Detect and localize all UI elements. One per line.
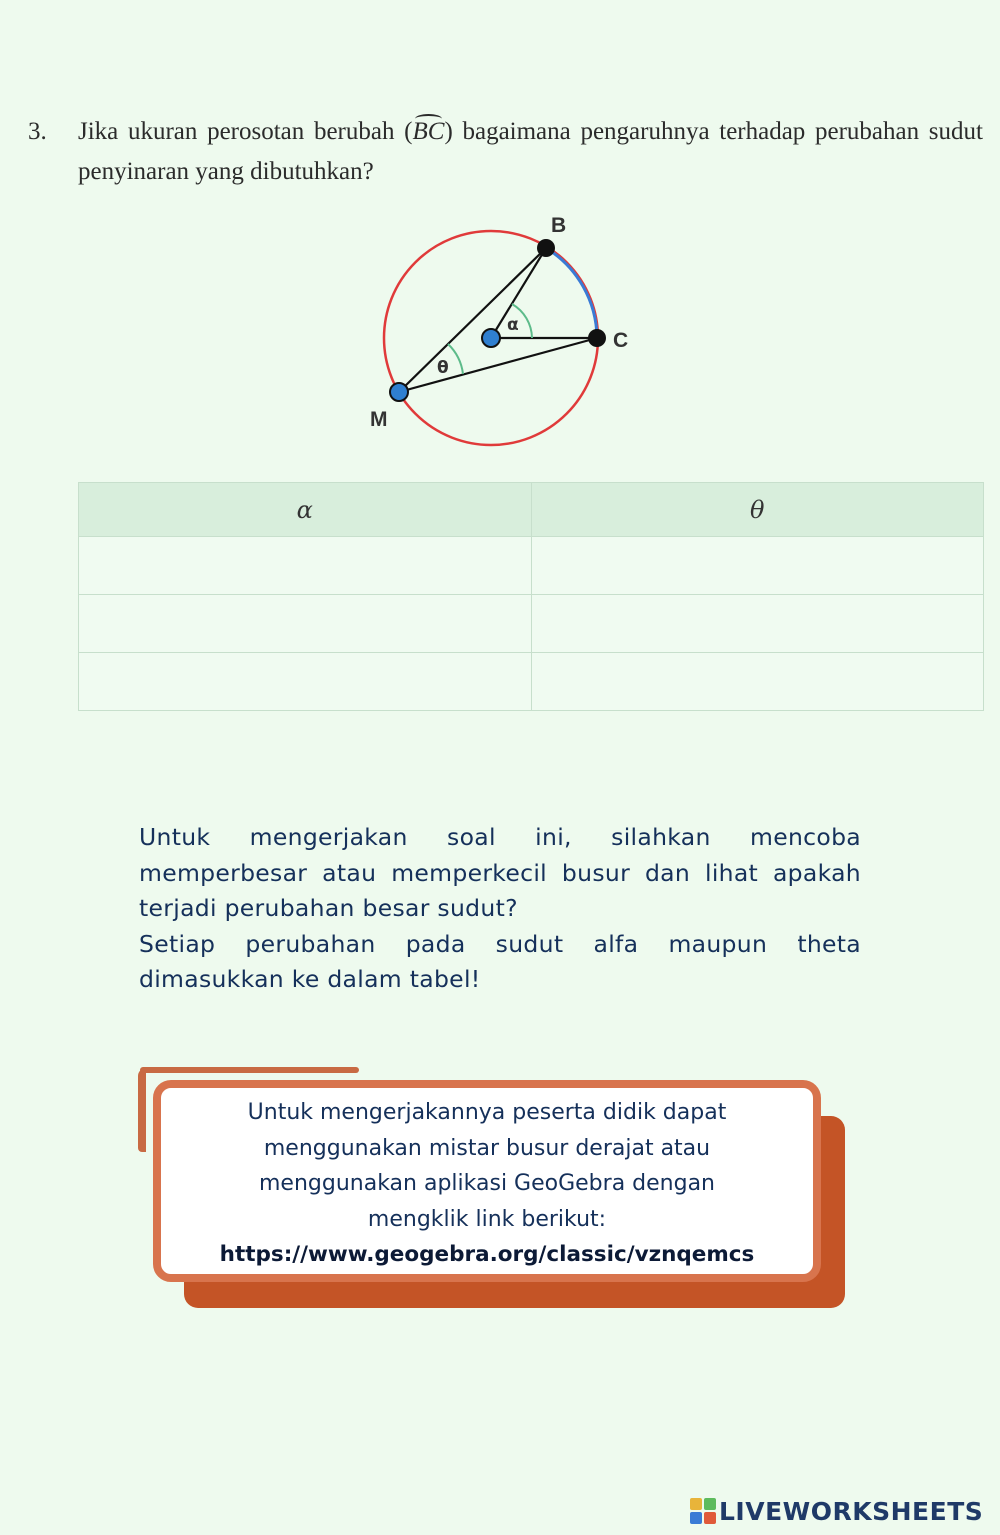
label-c: C: [613, 329, 629, 352]
note-box: [153, 1080, 821, 1282]
header-theta: θ: [531, 483, 984, 537]
table-cell: [79, 653, 532, 711]
logo-square: [704, 1512, 716, 1524]
line-mb: [399, 248, 546, 392]
note-frame-decoration: [140, 1067, 359, 1073]
point-m: [390, 383, 408, 401]
alpha-input[interactable]: [79, 537, 531, 594]
table-row: [79, 595, 984, 653]
table-cell: [531, 595, 984, 653]
label-theta: θ: [437, 358, 449, 378]
instructions-para-1: Untuk mengerjakan soal ini, silahkan mencoba memperbesar atau memperkecil busur dan lihat apakah terjadi perubahan besar sudut?: [139, 823, 861, 922]
logo-square: [704, 1498, 716, 1510]
alpha-input[interactable]: [79, 653, 531, 710]
theta-input[interactable]: [532, 537, 984, 594]
point-b: [537, 239, 555, 257]
alpha-input[interactable]: [79, 595, 531, 652]
point-center: [482, 329, 500, 347]
label-alpha: α: [507, 315, 519, 335]
table-cell: [531, 653, 984, 711]
theta-input[interactable]: [532, 595, 984, 652]
note-line: menggunakan aplikasi GeoGebra dengan: [259, 1171, 715, 1196]
note-line: Untuk mengerjakannya peserta didik dapat: [247, 1100, 727, 1125]
table-cell: [79, 595, 532, 653]
arc-bc-label: BC: [413, 112, 445, 152]
point-c: [588, 329, 606, 347]
question-text: Jika ukuran perosotan berubah (BC) bagaimana pengaruhnya terhadap perubahan sudut penyinaran yang dibutuhkan?: [78, 112, 983, 192]
circle-diagram: [340, 200, 660, 460]
theta-input[interactable]: [532, 653, 984, 710]
question-number: 3.: [28, 118, 47, 145]
instructions: [139, 820, 861, 998]
liveworksheets-logo: [690, 1494, 983, 1528]
instructions-para-2: Setiap perubahan pada sudut alfa maupun theta dimasukkan ke dalam tabel!: [139, 929, 861, 993]
logo-square: [690, 1512, 702, 1524]
header-alpha: α: [79, 483, 532, 537]
table-header-row: [79, 483, 984, 537]
table-cell: [531, 537, 984, 595]
label-m: M: [370, 408, 388, 431]
geogebra-link[interactable]: https://www.geogebra.org/classic/vznqemcs: [219, 1242, 755, 1267]
note-line: mengklik link berikut:: [367, 1206, 607, 1232]
angle-theta-arc: [448, 344, 463, 374]
answer-table: [78, 482, 984, 711]
logo-square: [690, 1498, 702, 1510]
note-frame-decoration: [138, 1068, 146, 1152]
logo-text: LIVEWORKSHEETS: [719, 1496, 984, 1526]
line-mc: [399, 338, 597, 392]
note-line: menggunakan mistar busur derajat atau: [263, 1135, 711, 1161]
logo-icon: [690, 1498, 716, 1524]
table-cell: [79, 537, 532, 595]
table-row: [79, 537, 984, 595]
table-row: [79, 653, 984, 711]
label-b: B: [551, 214, 567, 237]
